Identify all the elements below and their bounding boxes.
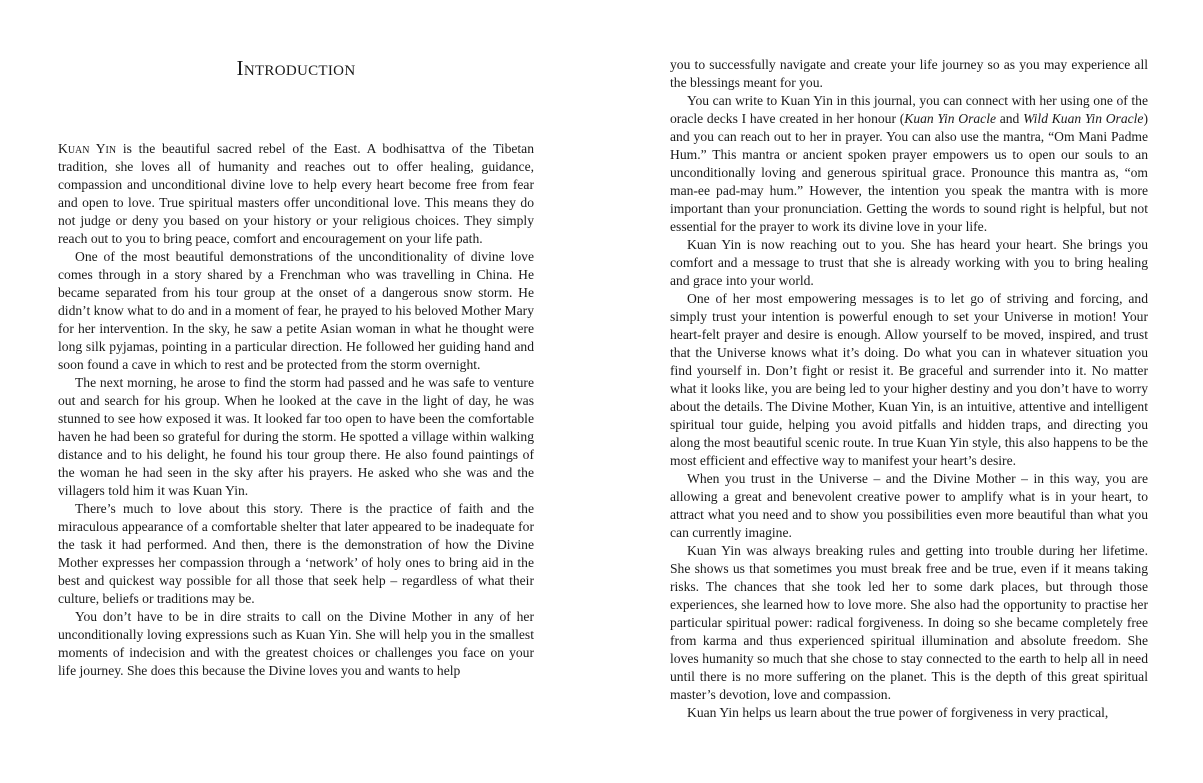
paragraph-text: is the beautiful sacred rebel of the East. A bodhisattva of the Tibetan tradition, she loves all of humanity and reaches out to offer healing, guidance, compassion and unconditional divine love to help every heart become free from fear and open to love. True spiritual masters offer unconditional love. This means they do not judge or deny you based on your history or your religious choices. They simply reach out to you to bring peace, comfort and encouragement on your life path. xyxy=(58,141,535,246)
paragraph: One of the most beautiful demonstrations of the unconditionality of divine love comes through in a story shared by a Frenchman who was travelling in China. He became separated from his tour group at the onset of a dangerous snow storm. He didn’t know what to do and in a moment of fear, he prayed to his beloved Mother Mary for her intervention. In the sky, he saw a petite Asian woman in what he thought were long silk pyjamas, pointing in a particular direction. He followed her guiding hand and soon found a cave in which to rest and be protected from the storm overnight. xyxy=(58,249,534,372)
paragraph: Kuan Yin was always breaking rules and getting into trouble during her lifetime. She shows us that sometimes you must break free and be true, even if it means taking risks. The chances that she took led her to some dark places, but through those experiences, she learned how to love more. She also had the opportunity to practise her particular spiritual power: radical forgiveness. In doing so she became completely free from karma and thus experienced spiritual illumination and absolute freedom. She loves humanity so much that she chose to stay connected to the earth to help all in need until there is no more suffering on the planet. This is the depth of this great spiritual master’s devotion, love and compassion. xyxy=(670,543,1148,702)
paragraph: When you trust in the Universe – and the Divine Mother – in this way, you are allowing a great and benevolent creative power to amplify what is in your heart, to attract what you need and to show you possibilities even more beautiful than what you can currently imagine. xyxy=(670,471,1148,540)
paragraph-text: ) and you can reach out to her in prayer. You can also use the mantra, “Om Mani Padme Hum.” This mantra or ancient spoken prayer empowers us to open our souls to an unconditionally loving and generous spiritual grace. Pronounce this mantra as, “om man-ee pad-may hum.” However, the intention you speak the mantra with is more important than your pronunciation. Getting the words to sound right is helpful, but not essential for the prayer to work its divine love in your life. xyxy=(670,111,1148,234)
right-body-text xyxy=(670,56,1148,722)
paragraph: you to successfully navigate and create your life journey so as you may experience all the blessings meant for you. xyxy=(670,57,1148,90)
paragraph: One of her most empowering messages is to let go of striving and forcing, and simply trust your intention is powerful enough to set your Universe in motion! Your heart-felt prayer and desire is enough. Allow yourself to be moved, inspired, and trust that the Universe knows what it’s doing. Do what you can in whatever situation you find yourself in. Don’t fight or resist it. Be graceful and surrender into it. No matter what it looks like, you are being led to your higher destiny and you don’t have to worry about the details. The Divine Mother, Kuan Yin, is an intuitive, attentive and intelligent spiritual tour guide, helping you avoid pitfalls and hidden traps, and directing you along the most beautiful scenic route. In true Kuan Yin style, this also happens to be the most efficient and effective way to manifest your heart’s desire. xyxy=(670,291,1148,468)
left-page xyxy=(58,0,534,783)
lead-words: Kuan Yin xyxy=(58,141,117,156)
paragraph: There’s much to love about this story. There is the practice of faith and the miraculous appearance of a comfortable shelter that later appeared to be inadequate for the task it had performed. And then, there is the demonstration of how the Divine Mother expresses her compassion through a ‘network’ of holy ones to bring aid in the best and quickest way possible for all those that seek help – regardless of what their culture, beliefs or traditions may be. xyxy=(58,501,534,606)
paragraph xyxy=(58,140,534,248)
paragraph-text: You can write to Kuan Yin in this journal, you can connect with her using one of the oracle decks I have created in her honour ( xyxy=(670,93,1148,126)
book-title: Kuan Yin Oracle xyxy=(904,111,997,126)
paragraph: The next morning, he arose to find the storm had passed and he was safe to venture out and search for his group. When he looked at the cave in the light of day, he was stunned to see how exposed it was. It looked far too open to have been the comfortable haven he had been so grateful for during the storm. He spotted a village within walking distance and to his delight, he found his tour group there. He also found paintings of the woman he had seen in the sky after his prayers. He asked who she was and the villagers told him it was Kuan Yin. xyxy=(58,375,534,498)
left-body-text xyxy=(58,140,534,680)
paragraph-text: and xyxy=(996,111,1024,126)
right-page xyxy=(670,0,1148,783)
paragraph: You don’t have to be in dire straits to call on the Divine Mother in any of her unconditionally loving expressions such as Kuan Yin. She will help you in the smallest moments of indecision and with the greatest choices or challenges you face on your life journey. She does this because the Divine loves you and wants to help xyxy=(58,609,534,678)
paragraph: Kuan Yin is now reaching out to you. She has heard your heart. She brings you comfort and a message to trust that she is already working with you to bring healing and grace into your world. xyxy=(670,237,1148,288)
paragraph: Kuan Yin helps us learn about the true power of forgiveness in very practical, xyxy=(687,705,1109,720)
chapter-title: Introduction xyxy=(236,56,356,80)
paragraph xyxy=(670,92,1148,236)
book-title: Wild Kuan Yin Oracle xyxy=(1023,111,1144,126)
